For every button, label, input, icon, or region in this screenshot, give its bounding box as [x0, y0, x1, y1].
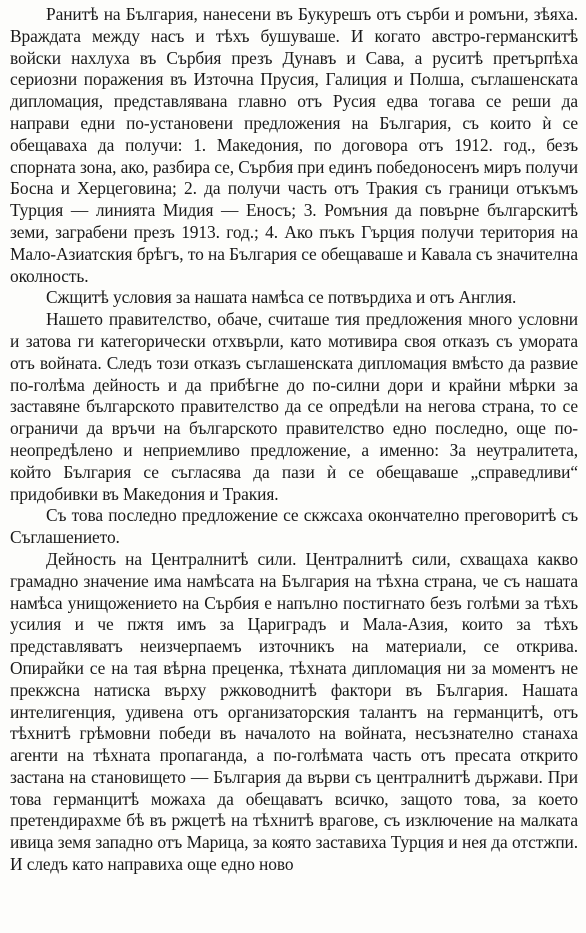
paragraph-government-refusal: Нашето правителство, обаче, считаше тия предложения много условни и затова ги категорически отхвърли, като мотивира своя отказъ съ умората отъ войната. Следъ този отказъ съглашенската дипломация вмѣсто да развие по-голѣма дейность и да прибѣгне до по-силни дори и крайни мѣрки за заставяне българското правителство да се опредѣли на негова страна, то се ограничи да връчи на българското правителство едно последно, още по-неопредѣлено и неприемливо предложение, а именно: За неутралитета, който България се съгласява да пази ѝ се обещаваше „справедливи“ придобивки въ Македония и Тракия.: [10, 309, 578, 504]
paragraph-england-confirmation: Сжщитѣ условия за нашата намѣса се потвърдиха и отъ Англия.: [46, 287, 517, 308]
paragraph-offers-to-bulgaria: Ранитѣ на България, нанесени въ Букурешъ отъ сърби и ромъни, зѣяха. Враждата между насъ и тѣхъ бушуваше. И когато австро-германскитѣ войски нахлуха въ Сърбия презъ Дунавъ и Сава, а руситѣ претърпѣха сериозни поражения въ Източна Прусия, Галиция и Полша, съглашенската дипломация, представлявана главно отъ Русия едва тогава се реши да направи едни по-установени предложения на България, съ които ѝ се обещаваха да получи: 1. Македония, по договора отъ 1912. год., безъ спорната зона, ако, разбира се, Сърбия при единъ победоносенъ миръ получи Босна и Херцеговина; 2. да получи часть отъ Тракия съ граници отъкъмъ Турция — линията Мидия — Еносъ; 3. Ромъния да повърне българскитѣ земи, заграбени презъ 1913. год.; 4. Ако пъкъ Гърция получи територия на Мало-Азиатския брѣгъ, то на България се обещаваше и Кавала съ значителна околность.: [10, 4, 578, 286]
paragraph-central-powers-activity: Дейность на Централнитѣ сили. Централнитѣ сили, схващаха какво грамадно значение има намѣсата на България на тѣхна страна, че съ нашата намѣса унищожението на Сърбия е напълно постигнато безъ голѣми за тѣхъ усилия и че пжтя имъ за Цариградъ и Мала-Азия, които за тѣхъ представляватъ неизчерпаемъ източникъ на материали, се открива. Опирайки се на тая вѣрна преценка, тѣхната дипломация ни за моментъ не прекжсна натиска върху ржководнитѣ фактори въ България. Нашата интелигенция, удивена отъ организаторския талантъ на германцитѣ, отъ тѣхнитѣ грѣмовни победи въ началото на войната, несъзнателно станаха агенти на тѣхната пропаганда, а по-голѣмата часть отъ пресата открито застана на становището — България да върви съ централнитѣ държави. При това германцитѣ можаха да обещаватъ всичко, защото това, за което претендирахме бѣ въ ржцетѣ на тѣхнитѣ врагове, съ изключение на малката ивица земя западно отъ Марица, за която заставиха Турция и нея да отстжпи. И следъ като направиха още едно ново: [10, 548, 578, 875]
paragraph-negotiations-ended: Съ това последно предложение се скжсаха окончателно преговоритѣ съ Съглашението.: [10, 505, 578, 548]
